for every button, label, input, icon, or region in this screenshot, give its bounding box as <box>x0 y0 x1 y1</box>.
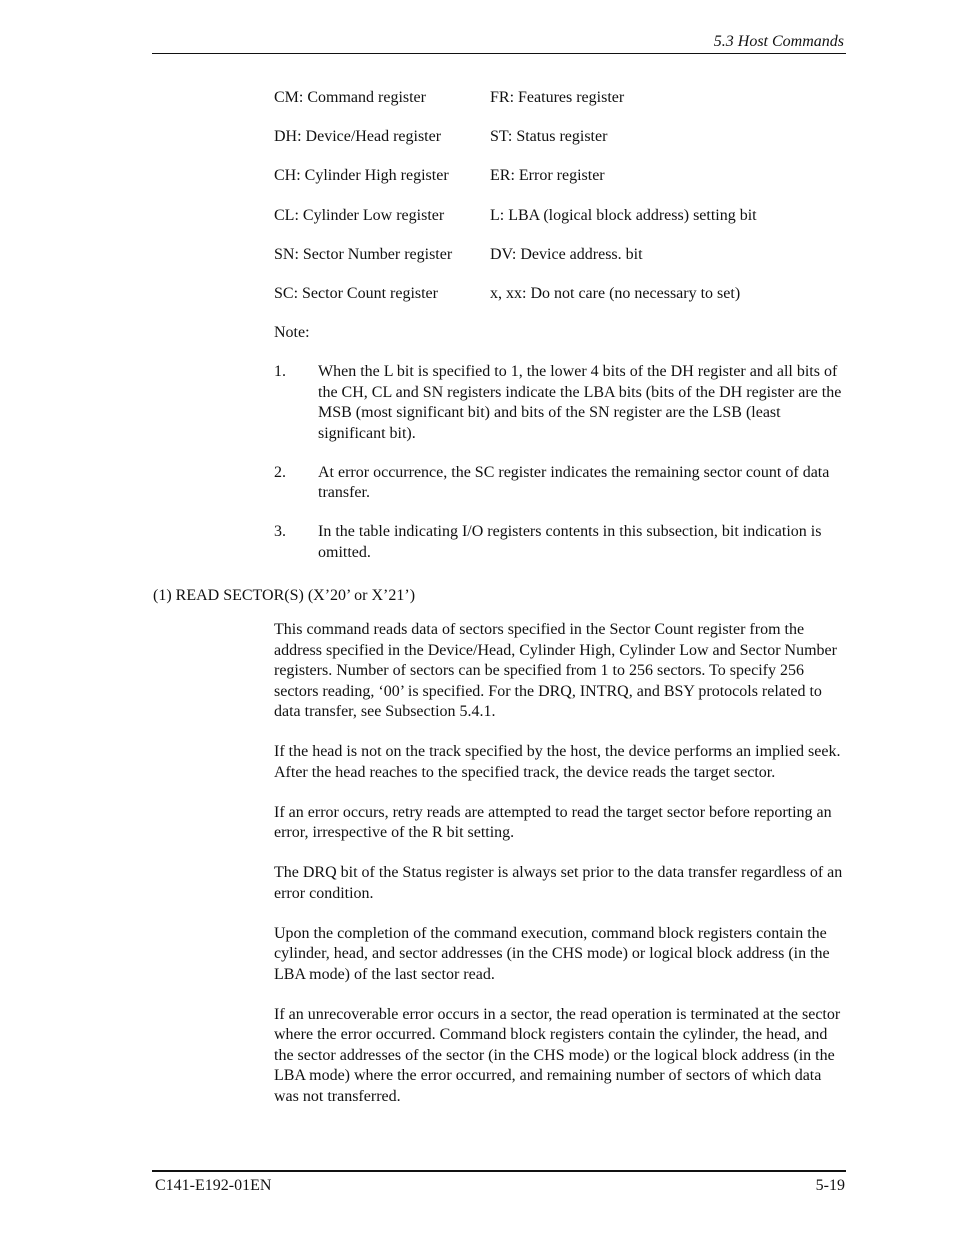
body-paragraph: If an error occurs, retry reads are attempted to read the target sector before reporting an error, irrespective of the R bit setting. <box>274 803 832 841</box>
note-text: At error occurrence, the SC register indicates the remaining sector count of data transfer. <box>318 463 830 501</box>
legend-item: SN: Sector Number register <box>274 245 453 263</box>
legend-row <box>274 245 846 284</box>
legend-item: x, xx: Do not care (no necessary to set) <box>490 284 741 302</box>
legend-row <box>274 284 846 323</box>
document-id: C141-E192-01EN <box>155 1177 272 1194</box>
legend-row <box>274 206 846 245</box>
body-paragraph: If the head is not on the track specified by the host, the device performs an implied seek. After the head reaches to the specified track, the device reads the target sector. <box>274 743 841 781</box>
legend-row <box>274 127 846 166</box>
legend-item: ST: Status register <box>490 128 608 146</box>
note-number: 2. <box>274 463 286 481</box>
note-text: In the table indicating I/O registers contents in this subsection, bit indication is omitted. <box>318 523 822 561</box>
legend-item: FR: Features register <box>490 89 625 106</box>
section-heading: (1) READ SECTOR(S) (X’20’ or X’21’) <box>153 587 416 604</box>
header-rule <box>152 53 846 54</box>
section-body <box>274 620 846 1127</box>
legend-item: CL: Cylinder Low register <box>274 206 445 224</box>
footer-rule <box>152 1170 846 1172</box>
note-number: 3. <box>274 523 286 540</box>
notes-list <box>274 362 846 582</box>
legend-row <box>274 88 846 127</box>
note-text: When the L bit is specified to 1, the lower 4 bits of the DH register and all bits of the CH, CL and SN registers indicate the LBA bits (bits of the DH register are the MSB (most significant bit) and bits of the SN register are the LSB (least significant bit). <box>318 363 842 442</box>
legend-item: CH: Cylinder High register <box>274 167 449 185</box>
body-paragraph: This command reads data of sectors specified in the Sector Count register from the address specified in the Device/Head, Cylinder High, Cylinder Low and Sector Number registers. Number of sectors can be specified from 1 to 256 sectors. To specify 256 sectors reading, ‘00’ is specified. For the DRQ, INTRQ, and BSY protocols related to data transfer, see Subsection 5.4.1. <box>274 621 837 720</box>
note-item <box>274 463 846 504</box>
legend-item: SC: Sector Count register <box>274 284 438 302</box>
legend-item: DV: Device address. bit <box>490 245 643 263</box>
legend-item: L: LBA (logical block address) setting bit <box>490 206 757 224</box>
legend-row <box>274 166 846 205</box>
note-item <box>274 362 846 444</box>
legend-item: DH: Device/Head register <box>274 128 442 146</box>
register-legend <box>274 88 846 323</box>
page-number: 5-19 <box>815 1177 845 1194</box>
legend-item: CM: Command register <box>274 89 426 106</box>
body-paragraph: The DRQ bit of the Status register is always set prior to the data transfer regardless of an error condition. <box>274 864 843 902</box>
legend-item: ER: Error register <box>490 167 605 185</box>
note-number: 1. <box>274 363 286 380</box>
running-header: 5.3 Host Commands <box>713 33 844 50</box>
body-paragraph: Upon the completion of the command execution, command block registers contain the cylinder, head, and sector addresses (in the CHS mode) or logical block address (in the LBA mode) of the last sector read. <box>274 924 830 983</box>
note-label: Note: <box>274 324 310 341</box>
body-paragraph: If an unrecoverable error occurs in a sector, the read operation is terminated at the sector where the error occurred. Command block registers contain the cylinder, the head, and the sector addresses of the sector (in the CHS mode) or the logical block address (in the LBA mode) where the error occurred, and remaining number of sectors of which data was not transferred. <box>274 1005 841 1105</box>
note-item <box>274 522 846 563</box>
